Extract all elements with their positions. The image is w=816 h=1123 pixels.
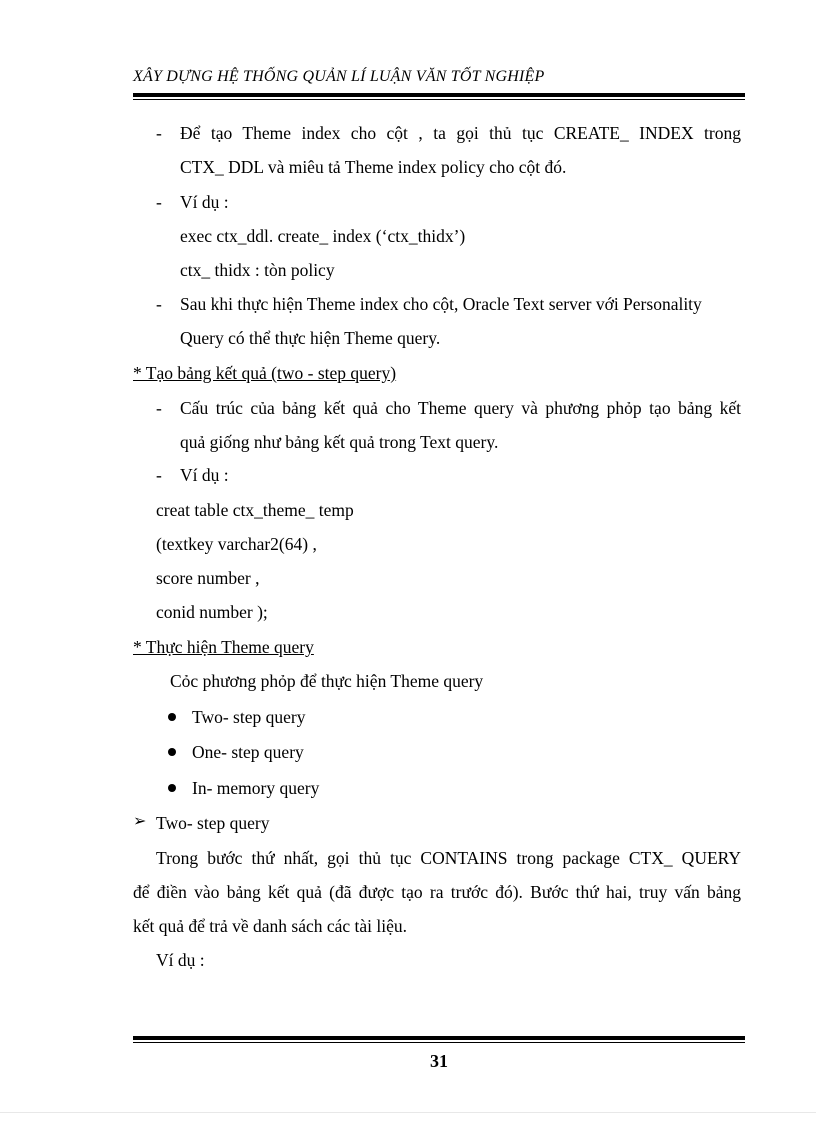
list-dash: - bbox=[156, 192, 162, 212]
paragraph-line: Sau khi thực hiện Theme index cho cột, Oracle Text server với Personality bbox=[180, 294, 702, 314]
paragraph-line: Trong bước thứ nhất, gọi thủ tục CONTAINS trong package CTX_ QUERY bbox=[156, 848, 741, 868]
bullet-item: In- memory query bbox=[192, 778, 320, 798]
code-line: score number , bbox=[156, 568, 260, 588]
paragraph-line: Cấu trúc của bảng kết quả cho Theme query và phương phỏp tạo bảng kết bbox=[180, 398, 741, 418]
bullet-icon bbox=[168, 784, 176, 792]
paragraph-line: Để tạo Theme index cho cột , ta gọi thủ tục CREATE_ INDEX trong bbox=[180, 123, 741, 143]
list-dash: - bbox=[156, 398, 162, 418]
bullet-icon bbox=[168, 713, 176, 721]
running-header: XÂY DỰNG HỆ THỐNG QUẢN LÍ LUẬN VĂN TỐT NGHIỆP bbox=[133, 68, 545, 85]
example-label: Ví dụ : bbox=[156, 950, 205, 970]
paragraph-line: CTX_ DDL và miêu tả Theme index policy cho cột đó. bbox=[180, 157, 567, 177]
subheading: Two- step query bbox=[156, 813, 270, 833]
page-edge bbox=[0, 1112, 816, 1113]
list-dash: - bbox=[156, 465, 162, 485]
intro-line: Cỏc phương phỏp để thực hiện Theme query bbox=[170, 671, 484, 691]
code-line: conid number ); bbox=[156, 602, 268, 622]
bullet-item: One- step query bbox=[192, 742, 304, 762]
header-rule-thin bbox=[133, 99, 745, 100]
code-line: (textkey varchar2(64) , bbox=[156, 534, 317, 554]
section-heading: * Tạo bảng kết quả (two - step query) bbox=[133, 363, 397, 383]
paragraph-line: để điền vào bảng kết quả (đã được tạo ra trước đó). Bước thứ hai, truy vấn bảng bbox=[133, 882, 741, 902]
code-line: exec ctx_ddl. create_ index (‘ctx_thidx’) bbox=[180, 226, 466, 246]
bullet-item: Two- step query bbox=[192, 707, 306, 727]
paragraph-line: Query có thể thực hiện Theme query. bbox=[180, 328, 441, 348]
code-line: creat table ctx_theme_ temp bbox=[156, 500, 354, 520]
code-line: ctx_ thidx : tòn policy bbox=[180, 260, 335, 280]
list-dash: - bbox=[156, 294, 162, 314]
footer-rule-thick bbox=[133, 1036, 745, 1040]
example-label: Ví dụ : bbox=[180, 192, 229, 212]
paragraph-line: quả giống như bảng kết quả trong Text query. bbox=[180, 432, 499, 452]
header-rule-thick bbox=[133, 93, 745, 97]
section-heading: * Thực hiện Theme query bbox=[133, 637, 314, 657]
example-label: Ví dụ : bbox=[180, 465, 229, 485]
paragraph-line: kết quả để trả về danh sách các tài liệu. bbox=[133, 916, 408, 936]
list-dash: - bbox=[156, 123, 162, 143]
page-number: 31 bbox=[430, 1051, 448, 1071]
footer-rule-thin bbox=[133, 1042, 745, 1043]
bullet-icon bbox=[168, 748, 176, 756]
arrow-bullet-icon: ➢ bbox=[133, 813, 147, 830]
